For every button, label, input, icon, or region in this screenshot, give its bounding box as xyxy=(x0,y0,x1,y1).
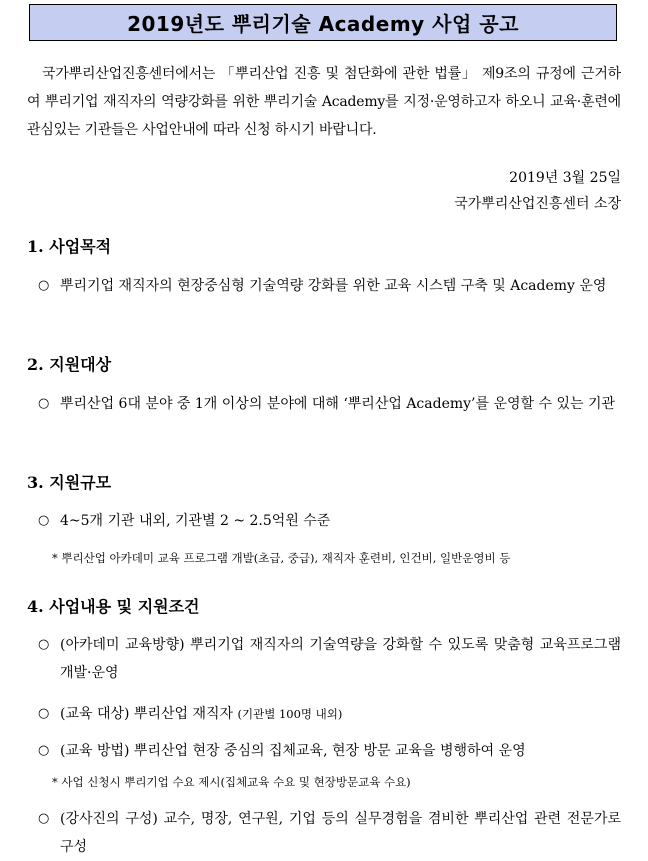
list-item-text: (아카데미 교육방향) 뿌리기업 재직자의 기술역량을 강화할 수 있도록 맞춤형 교육프로그램 개발·운영 xyxy=(60,637,621,681)
list-item-text: (강사진의 구성) 교수, 명장, 연구원, 기업 등의 실무경험을 겸비한 뿌리산업 관련 전문가로 구성 xyxy=(60,811,621,855)
list-item-text: 4~5개 기관 내외, 기관별 2 ~ 2.5억원 수준 xyxy=(60,513,331,529)
list-item-text: (교육 방법) 뿌리산업 현장 중심의 집체교육, 현장 방문 교육을 병행하여 운영 xyxy=(60,743,526,759)
announcement-signer: 국가뿌리산업진흥센터 소장 xyxy=(454,196,621,212)
list-item-suffix: (기관별 100명 내외) xyxy=(237,707,343,721)
bullet-mark: ○ xyxy=(38,811,50,826)
bullet-mark: ○ xyxy=(38,743,50,758)
section-title-scale: 3. 지원규모 xyxy=(27,473,112,492)
section-title-content: 4. 사업내용 및 지원조건 xyxy=(27,597,200,616)
title-box xyxy=(29,4,617,41)
bullet-mark: ○ xyxy=(38,637,50,652)
footnote: * 사업 신청시 뿌리기업 수요 제시(집체교육 수요 및 현장방문교육 수요) xyxy=(52,775,411,789)
section-title-target: 2. 지원대상 xyxy=(27,355,112,374)
list-item xyxy=(38,507,621,535)
bullet-mark: ○ xyxy=(38,706,50,721)
page-title: 2019년도 뿌리기술 Academy 사업 공고 xyxy=(127,12,519,36)
footnote: * 뿌리산업 아카데미 교육 프로그램 개발(초급, 중급), 재직자 훈련비, 인건비, 일반운영비 등 xyxy=(52,551,511,565)
announcement-date: 2019년 3월 25일 xyxy=(509,170,621,186)
list-item xyxy=(38,631,621,687)
list-item xyxy=(38,390,621,418)
list-item xyxy=(38,737,621,765)
list-item xyxy=(38,272,621,300)
bullet-mark: ○ xyxy=(38,278,50,293)
list-item xyxy=(38,700,621,728)
section-title-purpose: 1. 사업목적 xyxy=(27,237,112,256)
intro-paragraph: 국가뿌리산업진흥센터에서는 「뿌리산업 진흥 및 첨단화에 관한 법률」 제9조의 규정에 근거하여 뿌리기업 재직자의 역량강화를 위한 뿌리기술 Academy를 지정·운영하고자 하오니 교육·훈련에 관심있는 기관들은 사업안내에 따라 신청 하시기 바랍니다. xyxy=(27,66,621,138)
list-item-text: 뿌리산업 6대 분야 중 1개 이상의 분야에 대해 ‘뿌리산업 Academy’를 운영할 수 있는 기관 xyxy=(60,396,616,412)
list-item-text: (교육 대상) 뿌리산업 재직자 xyxy=(60,706,234,722)
bullet-mark: ○ xyxy=(38,513,50,528)
list-item-text: 뿌리기업 재직자의 현장중심형 기술역량 강화를 위한 교육 시스템 구축 및 Academy 운영 xyxy=(60,278,607,294)
bullet-mark: ○ xyxy=(38,396,50,411)
list-item xyxy=(38,805,621,861)
